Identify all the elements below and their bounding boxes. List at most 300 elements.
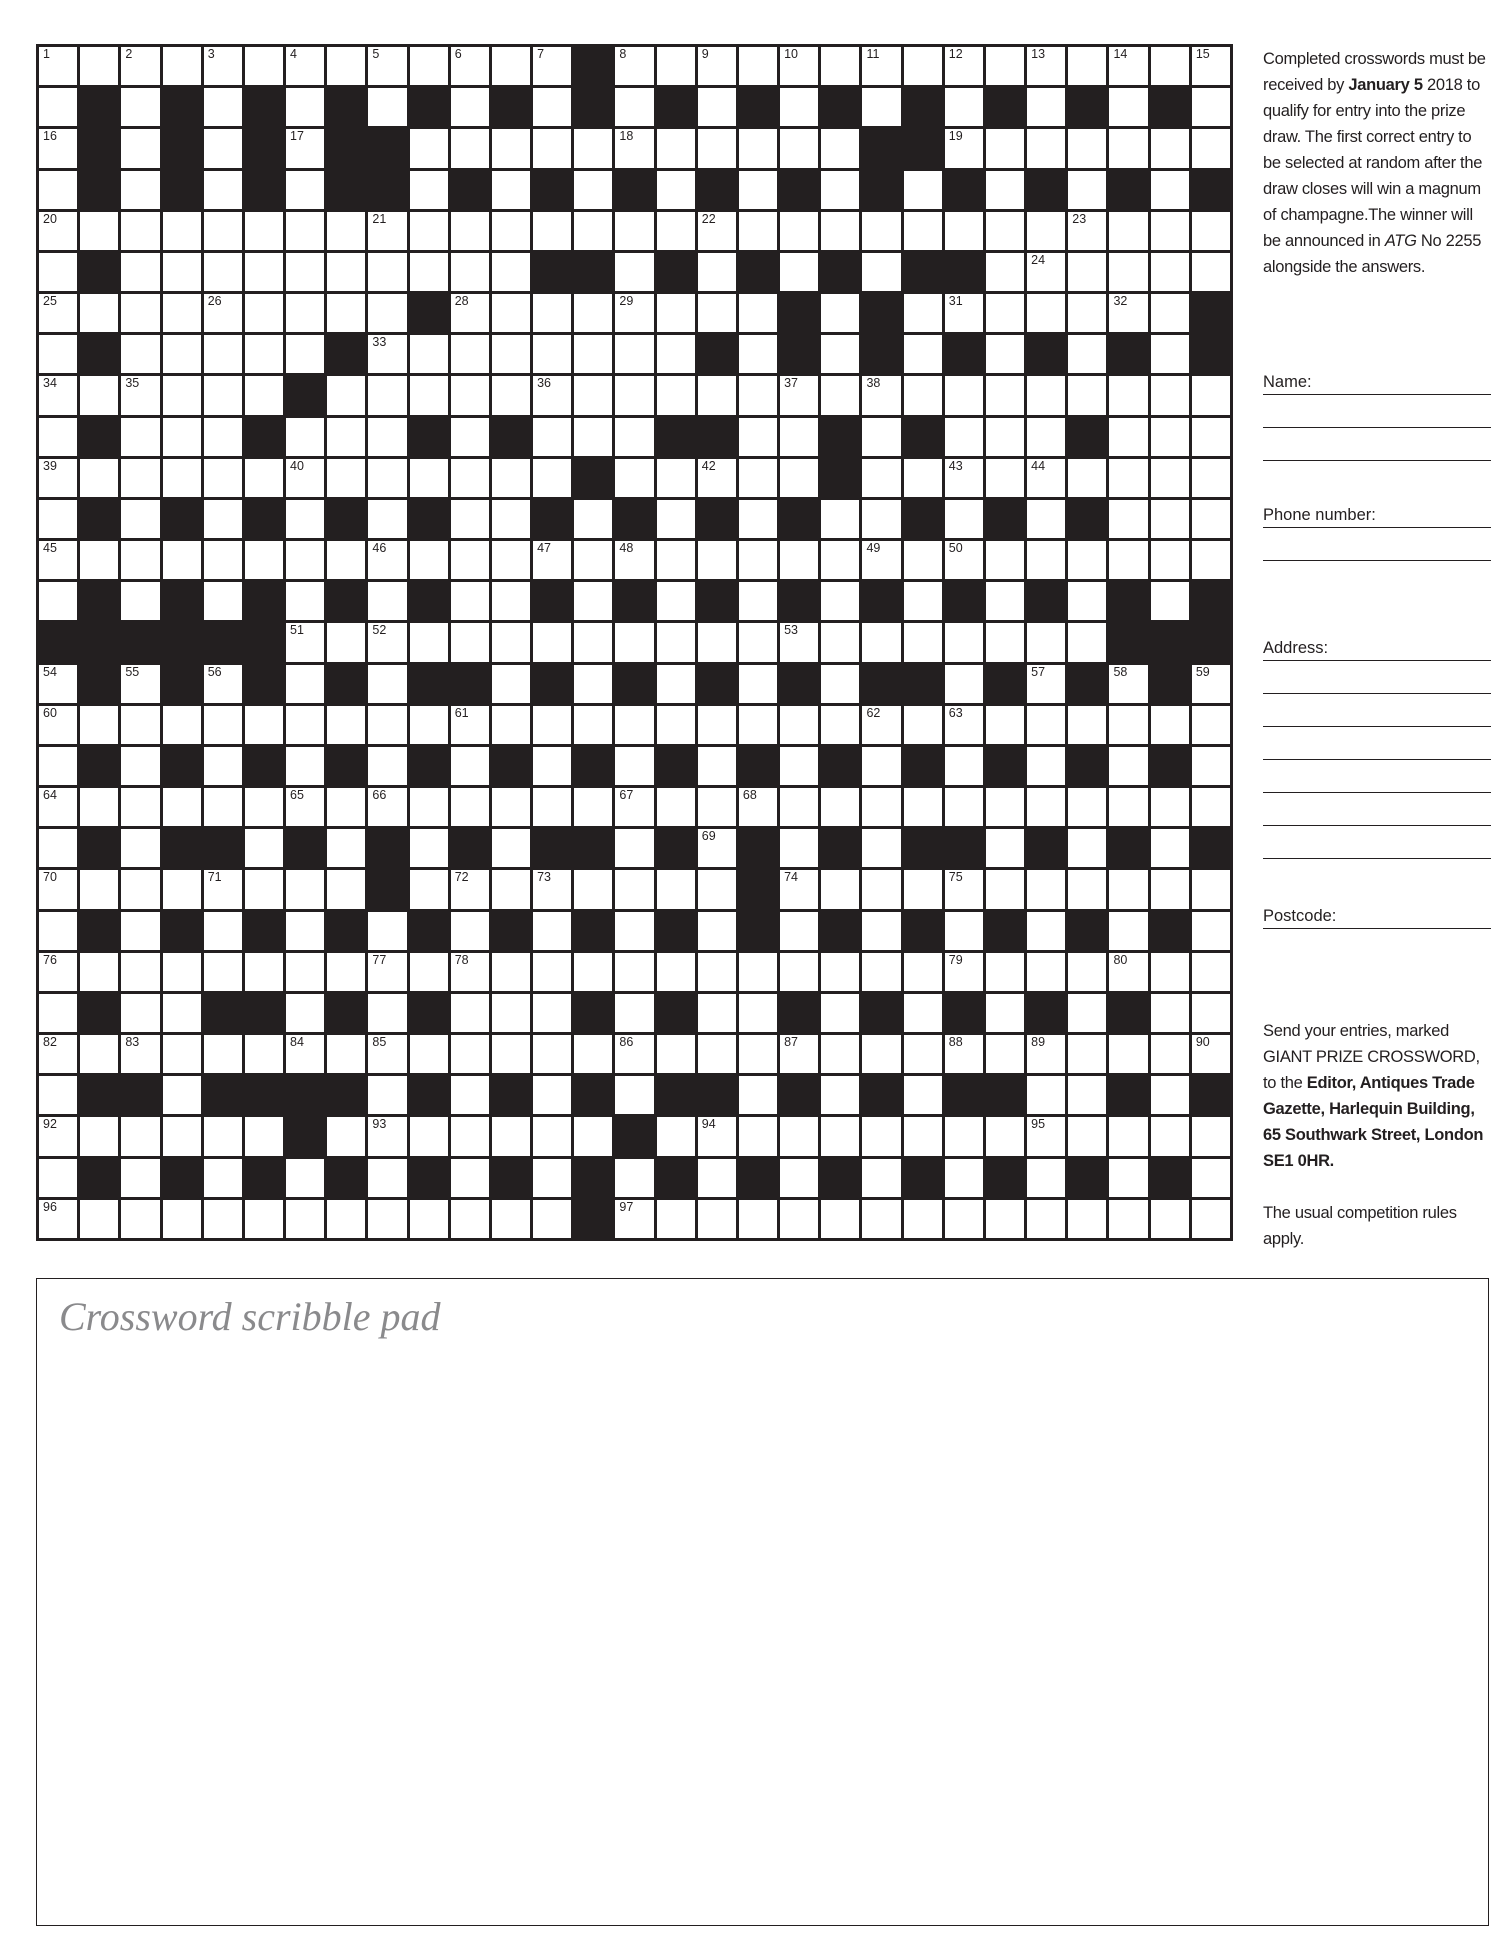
grid-cell[interactable] [1109, 1035, 1147, 1073]
grid-cell[interactable] [410, 376, 448, 414]
grid-cell[interactable] [286, 1200, 324, 1238]
grid-cell[interactable] [821, 376, 859, 414]
grid-cell[interactable] [862, 47, 900, 85]
grid-cell[interactable] [410, 171, 448, 209]
grid-cell[interactable] [368, 788, 406, 826]
grid-cell[interactable] [121, 706, 159, 744]
grid-cell[interactable] [945, 212, 983, 250]
grid-cell[interactable] [1109, 459, 1147, 497]
grid-cell[interactable] [327, 459, 365, 497]
grid-cell[interactable] [986, 994, 1024, 1032]
grid-cell[interactable] [80, 212, 118, 250]
grid-cell[interactable] [945, 623, 983, 661]
grid-cell[interactable] [698, 623, 736, 661]
grid-cell[interactable] [574, 171, 612, 209]
grid-cell[interactable] [698, 376, 736, 414]
grid-cell[interactable] [698, 129, 736, 167]
grid-cell[interactable] [204, 1159, 242, 1197]
grid-cell[interactable] [1192, 994, 1230, 1032]
grid-cell[interactable] [245, 47, 283, 85]
grid-cell[interactable] [368, 706, 406, 744]
grid-cell[interactable] [492, 665, 530, 703]
grid-cell[interactable] [615, 706, 653, 744]
grid-cell[interactable] [780, 912, 818, 950]
grid-cell[interactable] [1068, 376, 1106, 414]
grid-cell[interactable] [451, 994, 489, 1032]
grid-cell[interactable] [1192, 541, 1230, 579]
grid-cell[interactable] [204, 665, 242, 703]
grid-cell[interactable] [204, 376, 242, 414]
grid-cell[interactable] [286, 1035, 324, 1073]
grid-cell[interactable] [945, 912, 983, 950]
grid-cell[interactable] [39, 582, 77, 620]
grid-cell[interactable] [821, 706, 859, 744]
grid-cell[interactable] [862, 912, 900, 950]
grid-cell[interactable] [327, 870, 365, 908]
grid-cell[interactable] [780, 253, 818, 291]
grid-cell[interactable] [698, 1117, 736, 1155]
grid-cell[interactable] [1068, 1117, 1106, 1155]
grid-cell[interactable] [368, 912, 406, 950]
grid-cell[interactable] [615, 335, 653, 373]
grid-cell[interactable] [410, 623, 448, 661]
grid-cell[interactable] [286, 541, 324, 579]
grid-cell[interactable] [1192, 665, 1230, 703]
grid-cell[interactable] [245, 1200, 283, 1238]
grid-cell[interactable] [39, 912, 77, 950]
grid-cell[interactable] [821, 335, 859, 373]
grid-cell[interactable] [286, 665, 324, 703]
grid-cell[interactable] [163, 459, 201, 497]
grid-cell[interactable] [904, 953, 942, 991]
grid-cell[interactable] [492, 129, 530, 167]
grid-cell[interactable] [698, 47, 736, 85]
grid-cell[interactable] [739, 418, 777, 456]
grid-cell[interactable] [986, 253, 1024, 291]
grid-cell[interactable] [286, 459, 324, 497]
grid-cell[interactable] [1109, 665, 1147, 703]
grid-cell[interactable] [615, 623, 653, 661]
grid-cell[interactable] [39, 294, 77, 332]
grid-cell[interactable] [80, 1200, 118, 1238]
grid-cell[interactable] [1151, 294, 1189, 332]
grid-cell[interactable] [1151, 171, 1189, 209]
grid-cell[interactable] [1151, 1117, 1189, 1155]
grid-cell[interactable] [574, 500, 612, 538]
grid-cell[interactable] [862, 829, 900, 867]
grid-cell[interactable] [451, 294, 489, 332]
grid-cell[interactable] [286, 953, 324, 991]
grid-cell[interactable] [245, 829, 283, 867]
grid-cell[interactable] [657, 47, 695, 85]
grid-cell[interactable] [780, 870, 818, 908]
grid-cell[interactable] [1027, 912, 1065, 950]
grid-cell[interactable] [451, 253, 489, 291]
grid-cell[interactable] [451, 1076, 489, 1114]
grid-cell[interactable] [80, 788, 118, 826]
grid-cell[interactable] [451, 129, 489, 167]
grid-cell[interactable] [163, 47, 201, 85]
grid-cell[interactable] [862, 88, 900, 126]
grid-cell[interactable] [327, 1035, 365, 1073]
grid-cell[interactable] [368, 47, 406, 85]
grid-cell[interactable] [121, 129, 159, 167]
grid-cell[interactable] [121, 171, 159, 209]
grid-cell[interactable] [163, 870, 201, 908]
grid-cell[interactable] [657, 1200, 695, 1238]
grid-cell[interactable] [739, 459, 777, 497]
grid-cell[interactable] [1068, 294, 1106, 332]
grid-cell[interactable] [121, 747, 159, 785]
grid-cell[interactable] [657, 459, 695, 497]
grid-cell[interactable] [1068, 335, 1106, 373]
grid-cell[interactable] [862, 1200, 900, 1238]
grid-cell[interactable] [862, 500, 900, 538]
grid-cell[interactable] [1151, 829, 1189, 867]
grid-cell[interactable] [1109, 129, 1147, 167]
grid-cell[interactable] [163, 953, 201, 991]
grid-cell[interactable] [492, 171, 530, 209]
grid-cell[interactable] [39, 212, 77, 250]
grid-cell[interactable] [1192, 376, 1230, 414]
grid-cell[interactable] [1068, 582, 1106, 620]
grid-cell[interactable] [739, 171, 777, 209]
grid-cell[interactable] [410, 459, 448, 497]
grid-cell[interactable] [410, 129, 448, 167]
grid-cell[interactable] [986, 953, 1024, 991]
grid-cell[interactable] [39, 1117, 77, 1155]
grid-cell[interactable] [163, 212, 201, 250]
grid-cell[interactable] [492, 870, 530, 908]
grid-cell[interactable] [204, 212, 242, 250]
grid-cell[interactable] [410, 1117, 448, 1155]
grid-cell[interactable] [410, 1035, 448, 1073]
grid-cell[interactable] [327, 376, 365, 414]
grid-cell[interactable] [492, 994, 530, 1032]
grid-cell[interactable] [163, 1200, 201, 1238]
grid-cell[interactable] [574, 788, 612, 826]
grid-cell[interactable] [615, 994, 653, 1032]
grid-cell[interactable] [945, 953, 983, 991]
grid-cell[interactable] [986, 706, 1024, 744]
name-field[interactable] [1263, 372, 1491, 461]
grid-cell[interactable] [410, 829, 448, 867]
grid-cell[interactable] [1027, 706, 1065, 744]
grid-cell[interactable] [1151, 870, 1189, 908]
grid-cell[interactable] [163, 335, 201, 373]
grid-cell[interactable] [1027, 1200, 1065, 1238]
grid-cell[interactable] [39, 47, 77, 85]
grid-cell[interactable] [1192, 1035, 1230, 1073]
grid-cell[interactable] [904, 1117, 942, 1155]
grid-cell[interactable] [1027, 212, 1065, 250]
grid-cell[interactable] [904, 294, 942, 332]
address-field[interactable] [1263, 638, 1491, 859]
grid-cell[interactable] [945, 376, 983, 414]
grid-cell[interactable] [615, 953, 653, 991]
grid-cell[interactable] [368, 500, 406, 538]
grid-cell[interactable] [986, 212, 1024, 250]
grid-cell[interactable] [574, 706, 612, 744]
grid-cell[interactable] [1151, 212, 1189, 250]
grid-cell[interactable] [739, 994, 777, 1032]
grid-cell[interactable] [1068, 829, 1106, 867]
grid-cell[interactable] [821, 500, 859, 538]
grid-cell[interactable] [368, 459, 406, 497]
grid-cell[interactable] [533, 706, 571, 744]
grid-cell[interactable] [204, 129, 242, 167]
grid-cell[interactable] [245, 253, 283, 291]
grid-cell[interactable] [121, 1200, 159, 1238]
grid-cell[interactable] [533, 459, 571, 497]
grid-cell[interactable] [286, 1159, 324, 1197]
grid-cell[interactable] [204, 253, 242, 291]
grid-cell[interactable] [286, 294, 324, 332]
grid-cell[interactable] [657, 212, 695, 250]
grid-cell[interactable] [986, 418, 1024, 456]
grid-cell[interactable] [904, 994, 942, 1032]
grid-cell[interactable] [1109, 747, 1147, 785]
grid-cell[interactable] [533, 953, 571, 991]
grid-cell[interactable] [1151, 953, 1189, 991]
grid-cell[interactable] [986, 1035, 1024, 1073]
grid-cell[interactable] [163, 788, 201, 826]
grid-cell[interactable] [986, 171, 1024, 209]
grid-cell[interactable] [1192, 88, 1230, 126]
grid-cell[interactable] [698, 1035, 736, 1073]
grid-cell[interactable] [163, 1117, 201, 1155]
grid-cell[interactable] [1109, 706, 1147, 744]
grid-cell[interactable] [1027, 47, 1065, 85]
grid-cell[interactable] [1068, 953, 1106, 991]
grid-cell[interactable] [245, 1117, 283, 1155]
grid-cell[interactable] [657, 129, 695, 167]
grid-cell[interactable] [39, 665, 77, 703]
grid-cell[interactable] [821, 870, 859, 908]
grid-cell[interactable] [39, 88, 77, 126]
grid-cell[interactable] [286, 418, 324, 456]
grid-cell[interactable] [739, 376, 777, 414]
grid-cell[interactable] [862, 418, 900, 456]
grid-cell[interactable] [739, 706, 777, 744]
grid-cell[interactable] [410, 47, 448, 85]
grid-cell[interactable] [1192, 953, 1230, 991]
grid-cell[interactable] [121, 459, 159, 497]
grid-cell[interactable] [698, 541, 736, 579]
grid-cell[interactable] [1068, 129, 1106, 167]
grid-cell[interactable] [533, 1076, 571, 1114]
grid-cell[interactable] [1192, 1159, 1230, 1197]
grid-cell[interactable] [204, 88, 242, 126]
grid-cell[interactable] [739, 623, 777, 661]
phone-field[interactable] [1263, 505, 1491, 561]
grid-cell[interactable] [1027, 953, 1065, 991]
grid-cell[interactable] [451, 376, 489, 414]
grid-cell[interactable] [986, 788, 1024, 826]
grid-cell[interactable] [410, 1200, 448, 1238]
grid-cell[interactable] [574, 1035, 612, 1073]
grid-cell[interactable] [533, 788, 571, 826]
grid-cell[interactable] [739, 1117, 777, 1155]
grid-cell[interactable] [1109, 870, 1147, 908]
grid-cell[interactable] [1109, 47, 1147, 85]
grid-cell[interactable] [451, 870, 489, 908]
grid-cell[interactable] [286, 747, 324, 785]
grid-cell[interactable] [1109, 788, 1147, 826]
grid-cell[interactable] [986, 459, 1024, 497]
grid-cell[interactable] [163, 541, 201, 579]
grid-cell[interactable] [39, 788, 77, 826]
grid-cell[interactable] [1027, 418, 1065, 456]
grid-cell[interactable] [739, 788, 777, 826]
grid-cell[interactable] [1068, 253, 1106, 291]
grid-cell[interactable] [574, 870, 612, 908]
grid-cell[interactable] [1192, 912, 1230, 950]
grid-cell[interactable] [657, 376, 695, 414]
grid-cell[interactable] [1151, 1035, 1189, 1073]
grid-cell[interactable] [121, 294, 159, 332]
grid-cell[interactable] [410, 870, 448, 908]
grid-cell[interactable] [945, 1035, 983, 1073]
grid-cell[interactable] [615, 459, 653, 497]
grid-cell[interactable] [657, 1035, 695, 1073]
grid-cell[interactable] [368, 541, 406, 579]
grid-cell[interactable] [1027, 129, 1065, 167]
grid-cell[interactable] [121, 665, 159, 703]
grid-cell[interactable] [80, 706, 118, 744]
grid-cell[interactable] [204, 500, 242, 538]
grid-cell[interactable] [1027, 294, 1065, 332]
grid-cell[interactable] [739, 129, 777, 167]
grid-cell[interactable] [80, 459, 118, 497]
grid-cell[interactable] [410, 541, 448, 579]
grid-cell[interactable] [904, 541, 942, 579]
grid-cell[interactable] [1151, 788, 1189, 826]
grid-cell[interactable] [1151, 582, 1189, 620]
grid-cell[interactable] [574, 953, 612, 991]
grid-cell[interactable] [904, 582, 942, 620]
grid-cell[interactable] [821, 47, 859, 85]
grid-cell[interactable] [451, 953, 489, 991]
grid-cell[interactable] [245, 1035, 283, 1073]
grid-cell[interactable] [780, 747, 818, 785]
grid-cell[interactable] [862, 541, 900, 579]
grid-cell[interactable] [821, 953, 859, 991]
grid-cell[interactable] [492, 582, 530, 620]
grid-cell[interactable] [204, 294, 242, 332]
grid-cell[interactable] [862, 376, 900, 414]
grid-cell[interactable] [698, 212, 736, 250]
grid-cell[interactable] [245, 459, 283, 497]
grid-cell[interactable] [368, 994, 406, 1032]
grid-cell[interactable] [1068, 1200, 1106, 1238]
grid-cell[interactable] [821, 665, 859, 703]
grid-cell[interactable] [1109, 376, 1147, 414]
grid-cell[interactable] [163, 1076, 201, 1114]
grid-cell[interactable] [986, 1200, 1024, 1238]
grid-cell[interactable] [410, 953, 448, 991]
grid-cell[interactable] [327, 706, 365, 744]
grid-cell[interactable] [780, 706, 818, 744]
grid-cell[interactable] [39, 1035, 77, 1073]
grid-cell[interactable] [945, 500, 983, 538]
grid-cell[interactable] [286, 253, 324, 291]
grid-cell[interactable] [451, 88, 489, 126]
grid-cell[interactable] [1192, 212, 1230, 250]
grid-cell[interactable] [615, 1035, 653, 1073]
grid-cell[interactable] [410, 335, 448, 373]
grid-cell[interactable] [368, 376, 406, 414]
grid-cell[interactable] [657, 294, 695, 332]
grid-cell[interactable] [1109, 212, 1147, 250]
grid-cell[interactable] [533, 88, 571, 126]
grid-cell[interactable] [451, 623, 489, 661]
grid-cell[interactable] [121, 870, 159, 908]
grid-cell[interactable] [1068, 706, 1106, 744]
grid-cell[interactable] [821, 294, 859, 332]
grid-cell[interactable] [1192, 47, 1230, 85]
grid-cell[interactable] [245, 212, 283, 250]
grid-cell[interactable] [739, 294, 777, 332]
grid-cell[interactable] [574, 582, 612, 620]
grid-cell[interactable] [163, 253, 201, 291]
grid-cell[interactable] [1068, 788, 1106, 826]
grid-cell[interactable] [1192, 500, 1230, 538]
grid-cell[interactable] [368, 953, 406, 991]
grid-cell[interactable] [862, 788, 900, 826]
grid-cell[interactable] [615, 47, 653, 85]
grid-cell[interactable] [698, 706, 736, 744]
grid-cell[interactable] [1192, 747, 1230, 785]
grid-cell[interactable] [986, 47, 1024, 85]
grid-cell[interactable] [121, 1117, 159, 1155]
grid-cell[interactable] [821, 1035, 859, 1073]
grid-cell[interactable] [615, 129, 653, 167]
grid-cell[interactable] [492, 706, 530, 744]
grid-cell[interactable] [245, 376, 283, 414]
grid-cell[interactable] [204, 747, 242, 785]
grid-cell[interactable] [492, 294, 530, 332]
grid-cell[interactable] [80, 1117, 118, 1155]
grid-cell[interactable] [492, 541, 530, 579]
grid-cell[interactable] [657, 665, 695, 703]
grid-cell[interactable] [1109, 912, 1147, 950]
grid-cell[interactable] [1068, 459, 1106, 497]
grid-cell[interactable] [1109, 418, 1147, 456]
grid-cell[interactable] [615, 747, 653, 785]
grid-cell[interactable] [1151, 1076, 1189, 1114]
grid-cell[interactable] [451, 459, 489, 497]
grid-cell[interactable] [780, 1117, 818, 1155]
grid-cell[interactable] [121, 541, 159, 579]
grid-cell[interactable] [39, 1200, 77, 1238]
grid-cell[interactable] [986, 870, 1024, 908]
grid-cell[interactable] [657, 870, 695, 908]
grid-cell[interactable] [410, 706, 448, 744]
grid-cell[interactable] [698, 994, 736, 1032]
grid-cell[interactable] [1151, 541, 1189, 579]
grid-cell[interactable] [1151, 1200, 1189, 1238]
grid-cell[interactable] [245, 870, 283, 908]
grid-cell[interactable] [1027, 253, 1065, 291]
grid-cell[interactable] [862, 253, 900, 291]
grid-cell[interactable] [451, 212, 489, 250]
grid-cell[interactable] [327, 418, 365, 456]
grid-cell[interactable] [286, 88, 324, 126]
grid-cell[interactable] [615, 1076, 653, 1114]
grid-cell[interactable] [286, 335, 324, 373]
grid-cell[interactable] [1109, 1117, 1147, 1155]
